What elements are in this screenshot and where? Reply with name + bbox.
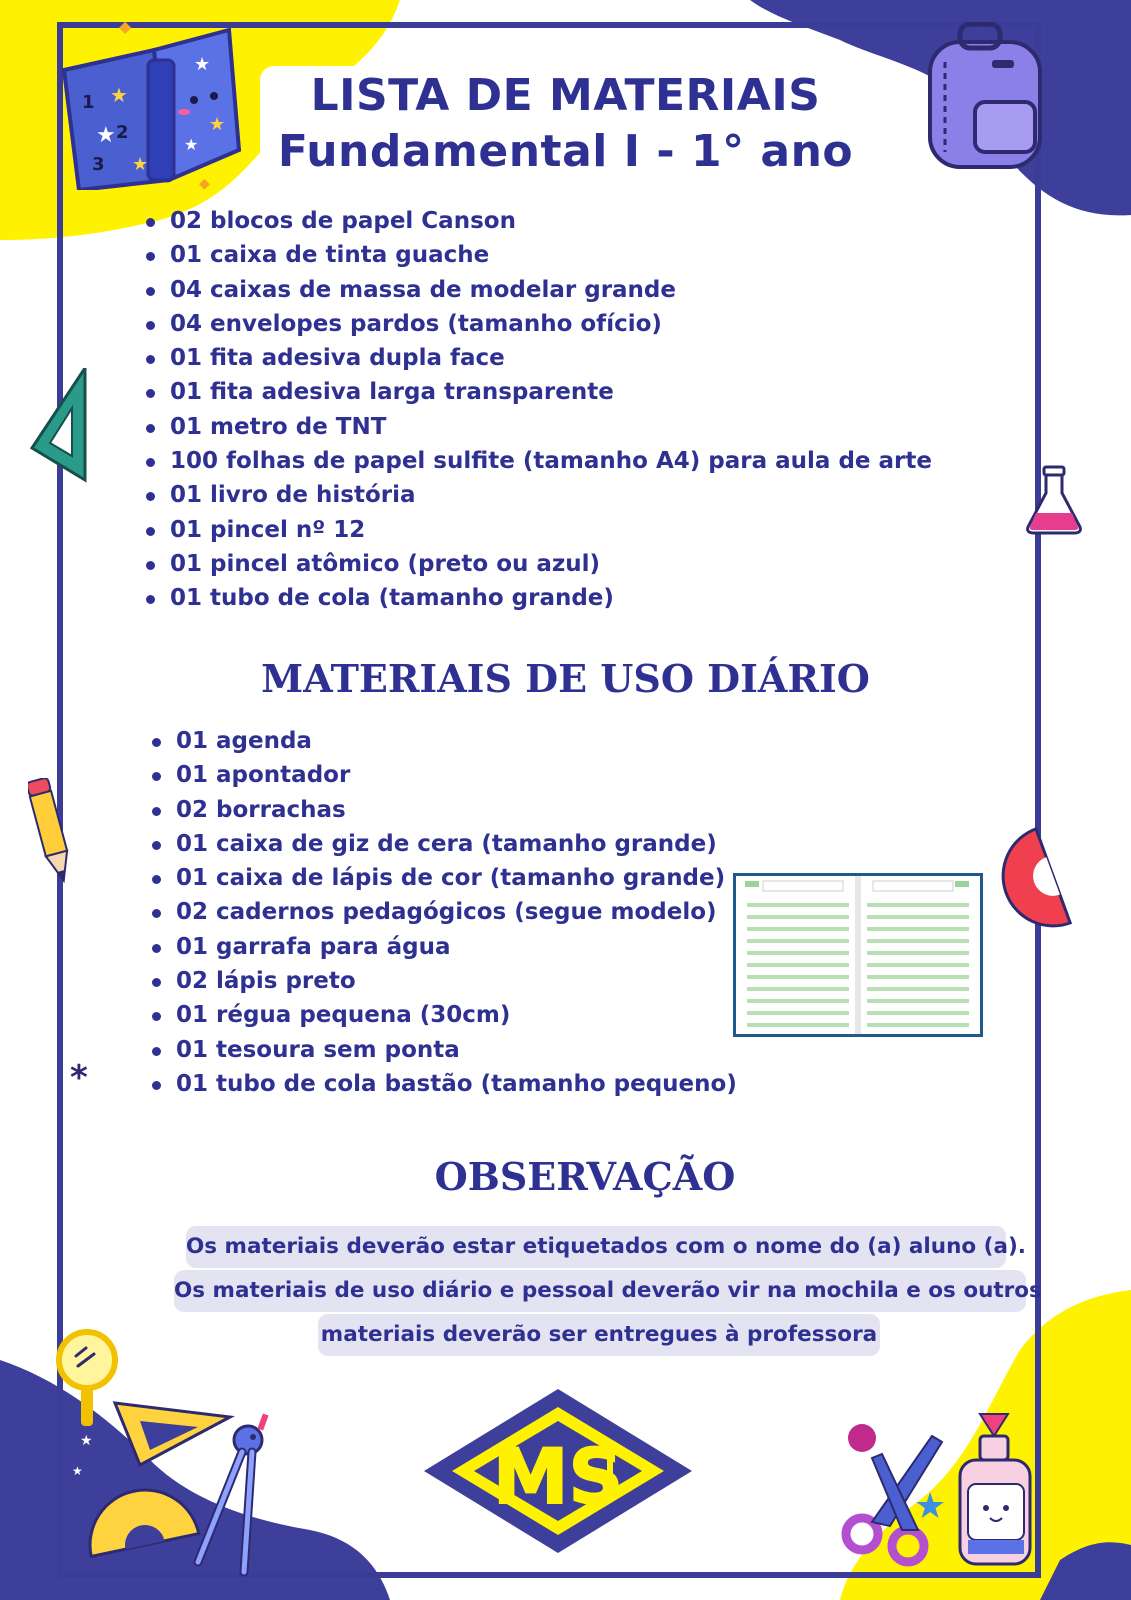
- svg-text:★: ★: [110, 83, 128, 107]
- school-logo: [420, 1385, 696, 1557]
- compass-icon: [178, 1412, 288, 1582]
- asterisk-icon: *: [70, 1058, 88, 1098]
- logo-text: MS: [492, 1432, 624, 1521]
- materials-list: [170, 204, 932, 616]
- book-number-1: 1: [82, 92, 95, 113]
- list-item: 02 lápis preto: [176, 964, 737, 998]
- list-item: 01 pincel atômico (preto ou azul): [170, 547, 932, 581]
- protractor-icon: [994, 826, 1084, 936]
- list-item: 01 garrafa para água: [176, 930, 737, 964]
- pencil-icon: [28, 778, 76, 888]
- list-item: 01 tubo de cola bastão (tamanho pequeno): [176, 1067, 737, 1101]
- page-subtitle: Fundamental I - 1° ano: [277, 126, 854, 177]
- list-item: 01 tubo de cola (tamanho grande): [170, 581, 932, 615]
- book-icon: [44, 20, 244, 190]
- svg-text:★: ★: [80, 1433, 93, 1449]
- svg-text:★: ★: [184, 135, 199, 154]
- list-item: 04 envelopes pardos (tamanho ofício): [170, 307, 932, 341]
- list-item: 100 folhas de papel sulfite (tamanho A4) para aula de arte: [170, 444, 932, 478]
- list-item: 01 caixa de tinta guache: [170, 238, 932, 272]
- daily-materials-heading: MATERIAIS DE USO DIÁRIO: [261, 656, 870, 701]
- list-item: 01 agenda: [176, 724, 737, 758]
- svg-text:◆: ◆: [199, 176, 210, 190]
- observation-line-3: materiais deverão ser entregues à professora: [318, 1314, 880, 1356]
- scissors-icon: [832, 1418, 962, 1568]
- list-item: 01 tesoura sem ponta: [176, 1033, 737, 1067]
- list-item: 01 caixa de giz de cera (tamanho grande): [176, 827, 737, 861]
- list-item: 01 fita adesiva dupla face: [170, 341, 932, 375]
- svg-text:★: ★: [72, 1464, 83, 1478]
- svg-text:★: ★: [132, 154, 149, 175]
- svg-text:★: ★: [914, 1486, 947, 1527]
- list-item: 01 pincel nº 12: [170, 513, 932, 547]
- list-item: 01 fita adesiva larga transparente: [170, 375, 932, 409]
- list-item: 02 borrachas: [176, 793, 737, 827]
- list-item: 02 cadernos pedagógicos (segue modelo): [176, 895, 737, 929]
- svg-text:◆: ◆: [119, 20, 132, 36]
- svg-text:★: ★: [96, 123, 116, 148]
- list-item: 01 apontador: [176, 758, 737, 792]
- daily-materials-list: [176, 724, 737, 1101]
- page-title: LISTA DE MATERIAIS: [310, 70, 821, 121]
- list-item: 04 caixas de massa de modelar grande: [170, 273, 932, 307]
- svg-text:★: ★: [209, 114, 226, 135]
- list-item: 01 livro de história: [170, 478, 932, 512]
- observation-line-1: Os materiais deverão estar etiquetados com o nome do (a) aluno (a).: [186, 1226, 1006, 1268]
- list-item: 01 metro de TNT: [170, 410, 932, 444]
- list-item: 01 caixa de lápis de cor (tamanho grande): [176, 861, 737, 895]
- svg-text:★: ★: [194, 54, 211, 75]
- backpack-icon: [920, 22, 1050, 172]
- set-square-icon: [30, 368, 90, 483]
- notebook-icon: [733, 873, 983, 1037]
- glue-icon: [950, 1412, 1045, 1572]
- book-number-3: 3: [92, 154, 105, 175]
- observation-heading: OBSERVAÇÃO: [434, 1154, 736, 1199]
- flask-icon: [1024, 465, 1084, 535]
- book-number-2: 2: [116, 122, 129, 143]
- list-item: 02 blocos de papel Canson: [170, 204, 932, 238]
- observation-line-2: Os materiais de uso diário e pessoal deverão vir na mochila e os outros: [174, 1270, 1026, 1312]
- list-item: 01 régua pequena (30cm): [176, 998, 737, 1032]
